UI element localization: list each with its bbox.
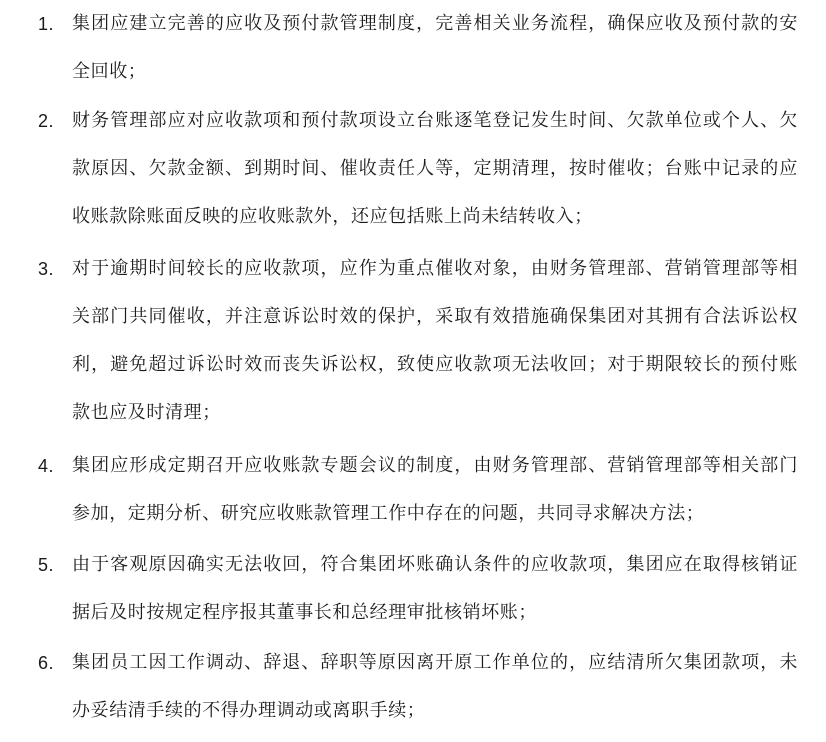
text-line: 据后及时按规定程序报其董事长和总经理审批核销坏账；: [72, 602, 537, 623]
list-item-text: [72, 97, 798, 241]
list-item-text: [72, 639, 798, 735]
text-line: 全回收；: [72, 61, 147, 82]
text-line: 收账款除账面反映的应收账款外，还应包括账上尚未结转收入；: [72, 206, 593, 227]
list-item-number: 3.: [38, 259, 55, 279]
text-line: 由于客观原因确实无法收回，符合集团坏账确认条件的应收款项，集团应在取得核销证: [72, 554, 798, 575]
list-item-text: [72, 245, 798, 437]
list-item-number: 5.: [38, 555, 55, 575]
text-line: 关部门共同催收，并注意诉讼时效的保护，采取有效措施确保集团对其拥有合法诉讼权: [72, 306, 798, 327]
text-line: 办妥结清手续的不得办理调动或离职手续；: [72, 700, 426, 721]
list-item-text: [72, 541, 798, 637]
text-line: 款也应及时清理；: [72, 402, 221, 423]
list-item-text: [72, 0, 798, 96]
list-item-number: 2.: [38, 111, 55, 131]
text-line: 集团应建立完善的应收及预付款管理制度，完善相关业务流程，确保应收及预付款的安: [72, 13, 798, 34]
text-line: 对于逾期时间较长的应收款项，应作为重点催收对象，由财务管理部、营销管理部等相: [72, 258, 798, 279]
text-line: 参加，定期分析、研究应收账款管理工作中存在的问题，共同寻求解决方法；: [72, 503, 705, 524]
text-line: 利，避免超过诉讼时效而丧失诉讼权，致使应收款项无法收回；对于期限较长的预付账: [72, 354, 798, 375]
text-line: 财务管理部应对应收款项和预付款项设立台账逐笔登记发生时间、欠款单位或个人、欠: [72, 110, 798, 131]
list-item-number: 1.: [38, 14, 55, 34]
text-line: 款原因、欠款金额、到期时间、催收责任人等，定期清理，按时催收；台账中记录的应: [72, 158, 798, 179]
list-item-text: [72, 442, 798, 538]
list-item-number: 4.: [38, 456, 55, 476]
list-item-number: 6.: [38, 653, 55, 673]
text-line: 集团应形成定期召开应收账款专题会议的制度，由财务管理部、营销管理部等相关部门: [72, 455, 798, 476]
text-line: 集团员工因工作调动、辞退、辞职等原因离开原工作单位的，应结清所欠集团款项，未: [72, 652, 798, 673]
